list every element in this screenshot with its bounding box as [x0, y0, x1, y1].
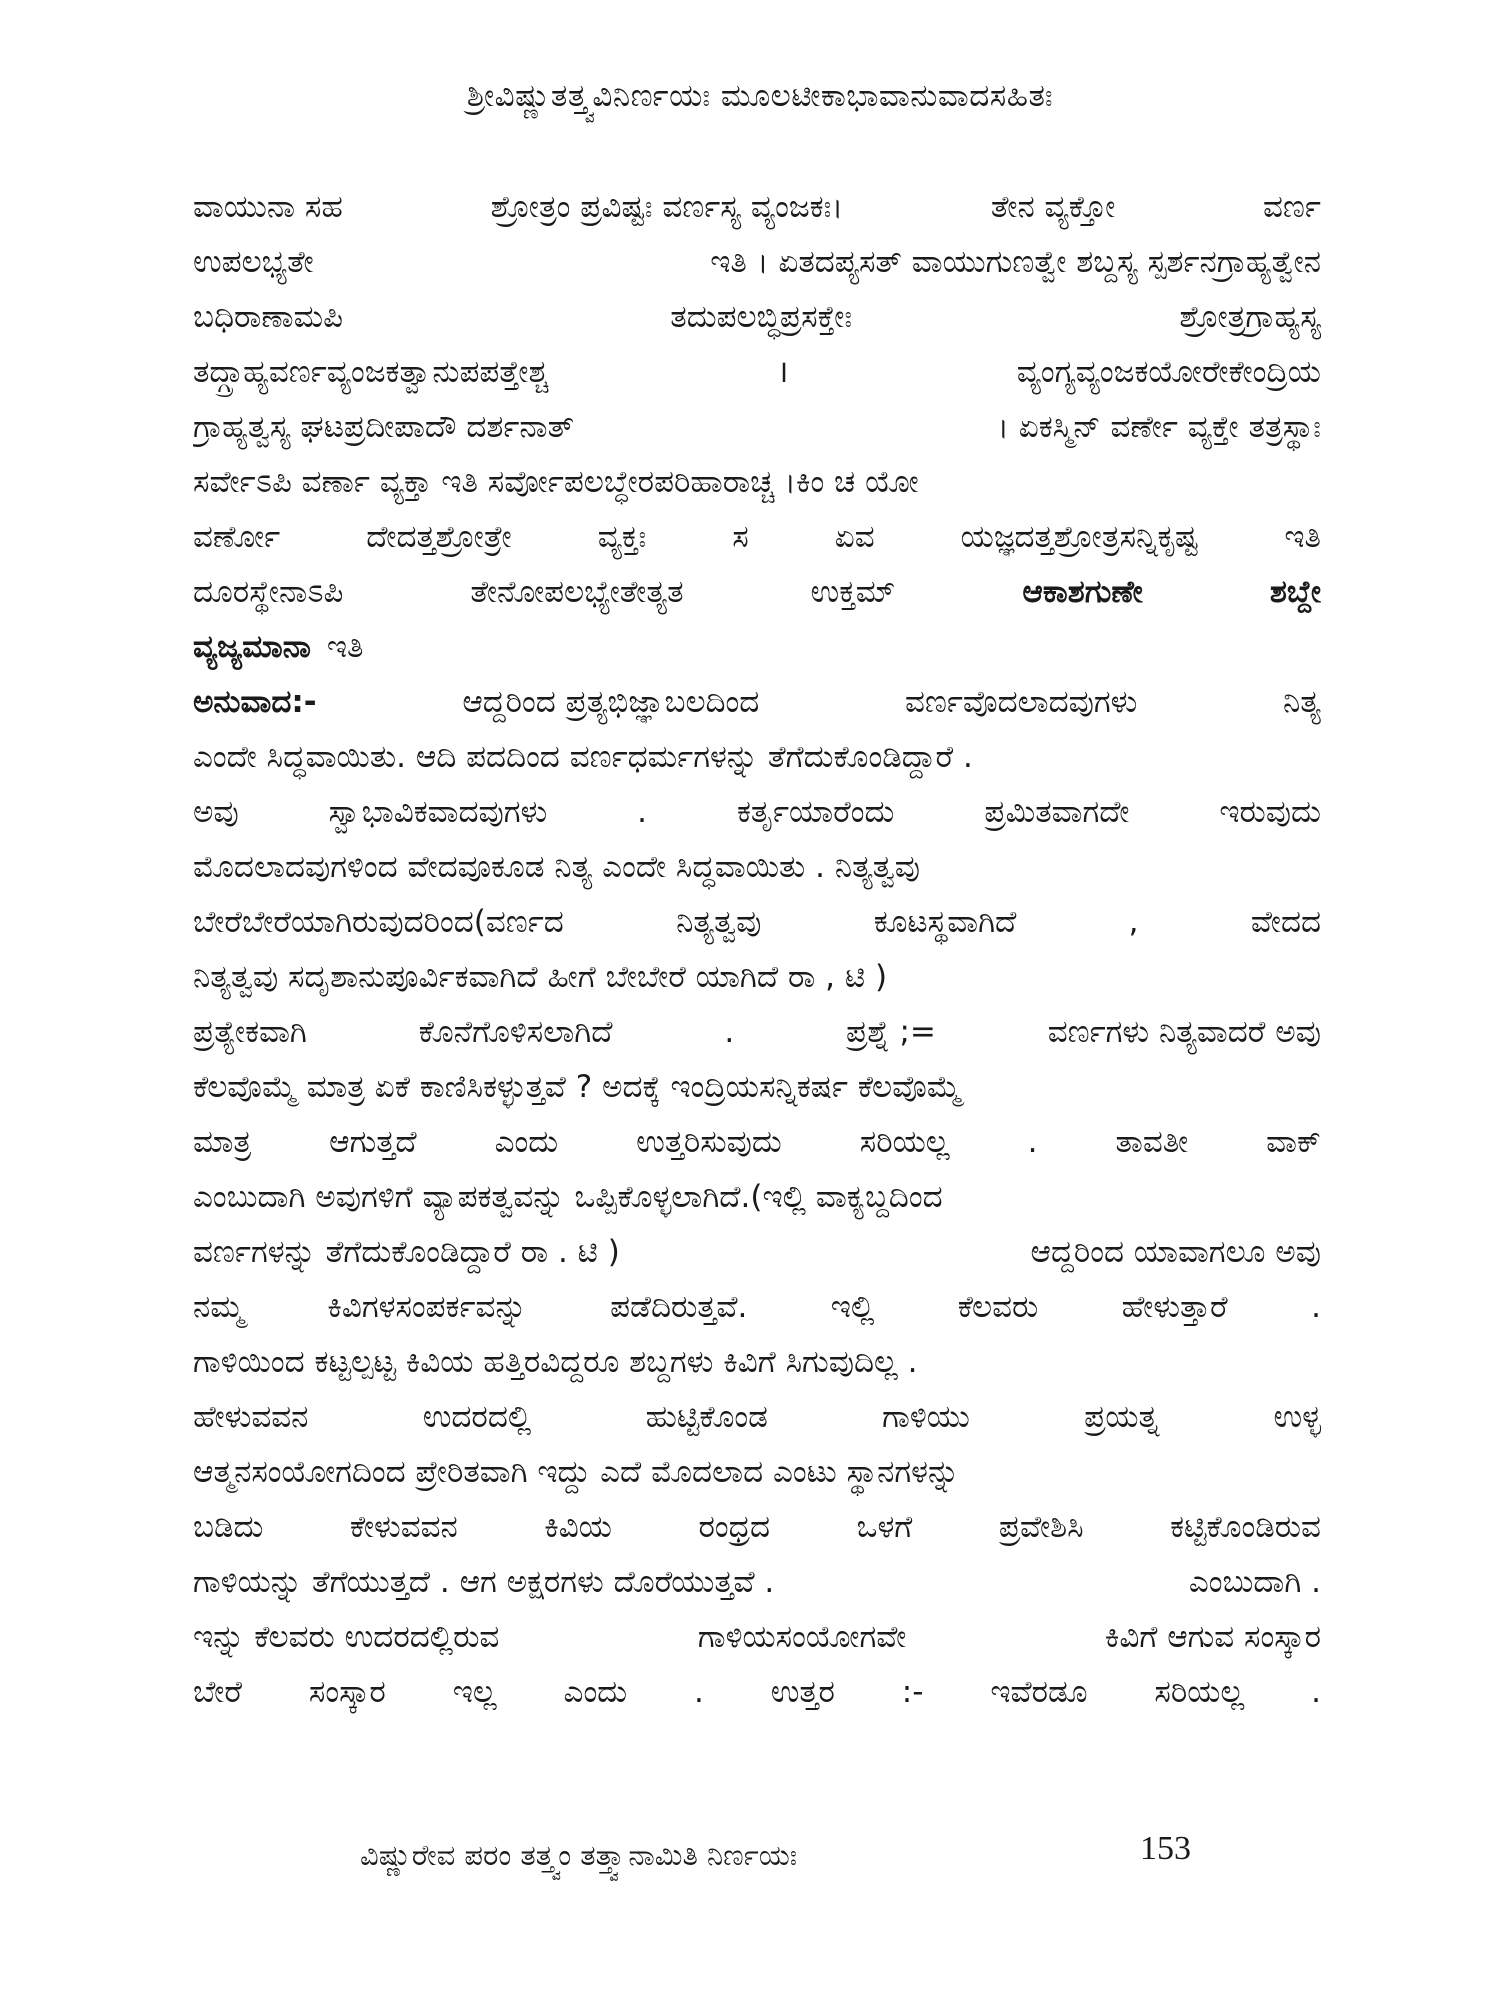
word: ಕೇಳುವವನ [349, 1509, 458, 1545]
word: ಶ್ರೋತ್ರಗ್ರಾಹ್ಯಸ್ಯ [1179, 299, 1321, 335]
word: ಒಳಗೆ [856, 1509, 913, 1545]
bold-term: ವ್ಯಜ್ಯಮಾನಾ [193, 629, 311, 665]
word: ಕೆಲವೊಮ್ಮೆ ಮಾತ್ರ ಏಕೆ ಕಾಣಿಸಿಕಳ್ಳುತ್ತವೆ ? ಅದಕ್ಕೆ ಇಂದ್ರಿಯಸನ್ನಿಕರ್ಷ ಕೆಲವೊಮ್ಮೆ [193, 1069, 962, 1105]
word: ವೇದದ [1250, 904, 1321, 940]
word: ವ್ಯಂಗ್ಯವ್ಯಂಜಕಯೋರೇಕೇಂದ್ರಿಯ [1016, 354, 1321, 390]
word: ಇತಿ [1284, 519, 1321, 555]
text-line [193, 840, 1321, 895]
word: ಸರ್ವೇಽಪಿ ವರ್ಣಾ ವ್ಯಕ್ತಾ ಇತಿ ಸರ್ವೋಪಲಬ್ಧೇರಪರಿಹಾರಾಚ್ಚ ।ಕಿಂ ಚ ಯೋ [193, 464, 919, 500]
word: ಕಿವಿಗಳಸಂಪರ್ಕವನ್ನು [327, 1289, 527, 1325]
word: ವರ್ಣವೊದಲಾದವುಗಳು [904, 684, 1138, 720]
word: ಕಿವಿಯ [544, 1509, 613, 1545]
word: ಸರಿಯಲ್ಲ [859, 1124, 950, 1160]
word: ವಾಯುನಾ ಸಹ [193, 189, 343, 225]
word: ಕೆಲವರು [957, 1289, 1039, 1325]
word: ವರ್ಣಗಳನ್ನು ತೆಗೆದುಕೊಂಡಿದ್ದಾರೆ ರಾ . ಟಿ ) [193, 1234, 620, 1270]
word: ವರ್ಣಗಳು ನಿತ್ಯವಾದರೆ ಅವು [1047, 1014, 1321, 1050]
word: . [724, 1014, 735, 1050]
word: ಆದ್ದರಿಂದ ಯಾವಾಗಲೂ ಅವು [1030, 1234, 1321, 1270]
word: ಪಡೆದಿರುತ್ತವೆ. [610, 1289, 748, 1325]
word: ಉತ್ತರಿಸುವುದು [636, 1124, 782, 1160]
text-line [193, 565, 1321, 620]
text-line [193, 180, 1321, 235]
word: ತದುಪಲಬ್ಧಿಪ್ರಸಕ್ತೇಃ [670, 299, 853, 335]
text-line [193, 1665, 1321, 1720]
word: ಪ್ರತ್ಯೇಕವಾಗಿ [193, 1014, 307, 1050]
word: । ಏಕಸ್ಮಿನ್ ವರ್ಣೇ ವ್ಯಕ್ತೇ ತತ್ರಸ್ಥಾಃ [997, 409, 1321, 445]
text-line [193, 1170, 1321, 1225]
word: ಶ್ರೋತ್ರಂ ಪ್ರವಿಷ್ಟಃ ವರ್ಣಸ್ಯ ವ್ಯಂಜಕಃ। [490, 189, 844, 225]
word: ಗಾಳಿಯು [882, 1399, 970, 1435]
text-line [193, 510, 1321, 565]
page-footer [360, 1830, 1220, 1873]
text-line [193, 785, 1321, 840]
word: ದೇದತ್ತಶ್ರೋತ್ರೇ [366, 519, 512, 555]
text-line [193, 1335, 1321, 1390]
word: ಕಟ್ಟಿಕೊಂಡಿರುವ [1170, 1509, 1321, 1545]
word: ಬಧಿರಾಣಾಮಪಿ [193, 299, 343, 335]
text-line [193, 345, 1321, 400]
word: . [637, 794, 648, 830]
page-number: 153 [1140, 1830, 1191, 1867]
word: ವ್ಯಕ್ತಃ [597, 519, 647, 555]
word: ಇತಿ [326, 629, 364, 665]
word: ಉಕ್ತಮ್ [810, 574, 896, 610]
word: ಸ [732, 519, 749, 555]
word: ಇಲ್ಲ [452, 1674, 497, 1710]
word: ಕೂಟಸ್ಥವಾಗಿದೆ [873, 904, 1017, 940]
text-line [193, 1280, 1321, 1335]
word: ಎಂದೇ ಸಿದ್ಧವಾಯಿತು. ಆದಿ ಪದದಿಂದ ವರ್ಣಧರ್ಮಗಳನ್ನು ತೆಗೆದುಕೊಂಡಿದ್ದಾರೆ . [193, 739, 973, 775]
text-line [193, 1225, 1321, 1280]
text-line [193, 455, 1321, 510]
word: ತೇನೋಪಲಭ್ಯೇತೇತ್ಯತ [470, 574, 684, 610]
text-line [193, 290, 1321, 345]
word: ಇಲ್ಲಿ [830, 1289, 875, 1325]
text-line [193, 1115, 1321, 1170]
word: ಸಂಸ್ಕಾರ [308, 1674, 386, 1710]
text-line [193, 1555, 1321, 1610]
word: ಮೊದಲಾದವುಗಳಿಂದ ವೇದವೂಕೂಡ ನಿತ್ಯ ಎಂದೇ ಸಿದ್ಧವಾಯಿತು . ನಿತ್ಯತ್ವವು [193, 849, 921, 885]
word: . [1027, 1124, 1038, 1160]
word: ವರ್ಣ [1263, 189, 1321, 225]
word: ನಮ್ಮ [193, 1289, 244, 1325]
word: ಪ್ರಮಿತವಾಗದೇ [984, 794, 1130, 830]
word: . [1311, 1289, 1321, 1325]
word: ವರ್ಣೋ [193, 519, 281, 555]
word: ಅವು [193, 794, 239, 830]
word: ಆತ್ಮನಸಂಯೋಗದಿಂದ ಪ್ರೇರಿತವಾಗಿ ಇದ್ದು ಎದೆ ಮೊದಲಾದ ಎಂಟು ಸ್ಥಾನಗಳನ್ನು [193, 1454, 960, 1490]
text-line [193, 620, 1321, 675]
word: ಇರುವುದು [1219, 794, 1321, 830]
word: ಎಂದು [563, 1674, 628, 1710]
bold-term: ಅನುವಾದ:- [193, 684, 317, 720]
text-line [193, 1005, 1321, 1060]
word: ಪ್ರಶ್ನೆ ;= [845, 1014, 936, 1050]
word: ಸರಿಯಲ್ಲ [1154, 1674, 1245, 1710]
word: ಆಗುತ್ತದೆ [329, 1124, 417, 1160]
word: ತಾವತೀ [1115, 1124, 1189, 1160]
word: ಕರ್ತೃಯಾರೆಂದು [736, 794, 895, 830]
word: ಬಡಿದು [193, 1509, 264, 1545]
word: ಹುಟ್ಟಿಕೊಂಡ [645, 1399, 768, 1435]
word: ಪ್ರಯತ್ನ [1084, 1399, 1160, 1435]
word: , [1128, 904, 1139, 940]
text-line [193, 1445, 1321, 1500]
text-line [193, 675, 1321, 730]
footer-title: ವಿಷ್ಣುರೇವ ಪರಂ ತತ್ತ್ವಂ ತತ್ತ್ವಾನಾಮಿತಿ ನಿರ್ಣಯಃ [360, 1838, 798, 1872]
word: ತದ್ಗ್ರಾಹ್ಯವರ್ಣವ್ಯಂಜಕತ್ವಾನುಪಪತ್ತೇಶ್ಚ [193, 354, 549, 390]
word: ಎಂದು [494, 1124, 559, 1160]
word: ಎಂಬುದಾಗಿ ಅವುಗಳಿಗೆ ವ್ಯಾಪಕತ್ವವನ್ನು ಒಪ್ಪಿಕೊಳ್ಳಲಾಗಿದೆ.(ಇಲ್ಲಿ ವಾಕ್ಯಬ್ದದಿಂದ [193, 1179, 943, 1215]
word: । [776, 354, 789, 390]
word: ಗ್ರಾಹ್ಯತ್ವಸ್ಯ ಘಟಪ್ರದೀಪಾದೌ ದರ್ಶನಾತ್ [193, 409, 575, 445]
text-line [193, 950, 1321, 1005]
text-line [193, 1610, 1321, 1665]
word: ಹೇಳುವವನ [193, 1399, 309, 1435]
bold-term: ಶಬ್ದೇ [1269, 574, 1321, 610]
word: ನಿತ್ಯತ್ವವು [676, 904, 762, 940]
word: ವಾಕ್ [1266, 1124, 1321, 1160]
body-text [193, 180, 1321, 1720]
word: ಕೊನೆಗೊಳಿಸಲಾಗಿದೆ [418, 1014, 613, 1050]
text-line [193, 730, 1321, 785]
word: ಬೇರೆ [193, 1674, 242, 1710]
word: ದೂರಸ್ಥೇನಾಽಪಿ [193, 574, 344, 610]
running-header: ಶ್ರೀವಿಷ್ಣುತತ್ತ್ವವಿನಿರ್ಣಯಃ ಮೂಲಟೀಕಾಭಾವಾನುವಾದಸಹಿತಃ [466, 78, 1054, 114]
word: ತೇನ ವ್ಯಕ್ತೋ [990, 189, 1116, 225]
word: ಹೇಳುತ್ತಾರೆ [1121, 1289, 1228, 1325]
word: ಏವ [834, 519, 875, 555]
word: ಬೇರೆಬೇರೆಯಾಗಿರುವುದರಿಂದ(ವರ್ಣದ [193, 904, 564, 940]
bold-term: ಆಕಾಶಗುಣೇ [1022, 574, 1143, 610]
word: ಎಂಬುದಾಗಿ . [1188, 1564, 1321, 1600]
word: ಪ್ರವೇಶಿಸಿ [998, 1509, 1084, 1545]
word: ಗಾಳಿಯನ್ನು ತೆಗೆಯುತ್ತದೆ . ಆಗ ಅಕ್ಷರಗಳು ದೊರೆಯುತ್ತವೆ . [193, 1564, 775, 1600]
word: ಸ್ವಾಭಾವಿಕವಾದವುಗಳು [328, 794, 548, 830]
word: ಇನ್ನು ಕೆಲವರು ಉದರದಲ್ಲಿರುವ [193, 1619, 500, 1655]
word: ಉತ್ತರ [770, 1674, 835, 1710]
word: ಆದ್ದರಿಂದ ಪ್ರತ್ಯಭಿಜ್ಞಾಬಲದಿಂದ [462, 684, 760, 720]
text-line [193, 400, 1321, 455]
word: ನಿತ್ಯತ್ವವು ಸದೃಶಾನುಪೂರ್ವಿಕವಾಗಿದೆ ಹೀಗೆ ಬೇಬೇರೆ ಯಾಗಿದೆ ರಾ , ಟಿ ) [193, 959, 888, 995]
text-line [193, 1060, 1321, 1115]
word: ನಿತ್ಯ [1283, 684, 1321, 720]
word: :- [901, 1674, 924, 1710]
text-line [193, 235, 1321, 290]
word: ಯಜ್ಞದತ್ತಶ್ರೋತ್ರಸನ್ನಿಕೃಷ್ಟ [960, 519, 1199, 555]
word: ಕಿವಿಗೆ ಆಗುವ ಸಂಸ್ಕಾರ [1104, 1619, 1321, 1655]
word: ಉದರದಲ್ಲಿ [422, 1399, 532, 1435]
word: ಇತಿ । ಏತದಪ್ಯಸತ್ ವಾಯುಗುಣತ್ವೇ ಶಬ್ದಸ್ಯ ಸ್ಪರ್ಶನಗ್ರಾಹ್ಯತ್ವೇನ [710, 244, 1321, 280]
word: . [693, 1674, 704, 1710]
word: . [1311, 1674, 1321, 1710]
word: ಗಾಳಿಯಸಂಯೋಗವೇ [697, 1619, 907, 1655]
word: ಇವೆರಡೂ [990, 1674, 1088, 1710]
word: ಉಳ್ಳ [1273, 1399, 1321, 1435]
text-line [193, 895, 1321, 950]
text-line [193, 1500, 1321, 1555]
word: ರಂಧ್ರದ [698, 1509, 771, 1545]
word: ಉಪಲಭ್ಯತೇ [193, 244, 314, 280]
text-line [193, 1390, 1321, 1445]
word: ಮಾತ್ರ [193, 1124, 252, 1160]
word: ಗಾಳಿಯಿಂದ ಕಟ್ಟಲ್ಪಟ್ಟ ಕಿವಿಯ ಹತ್ತಿರವಿದ್ದರೂ ಶಬ್ದಗಳು ಕಿವಿಗೆ ಸಿಗುವುದಿಲ್ಲ . [193, 1344, 918, 1380]
